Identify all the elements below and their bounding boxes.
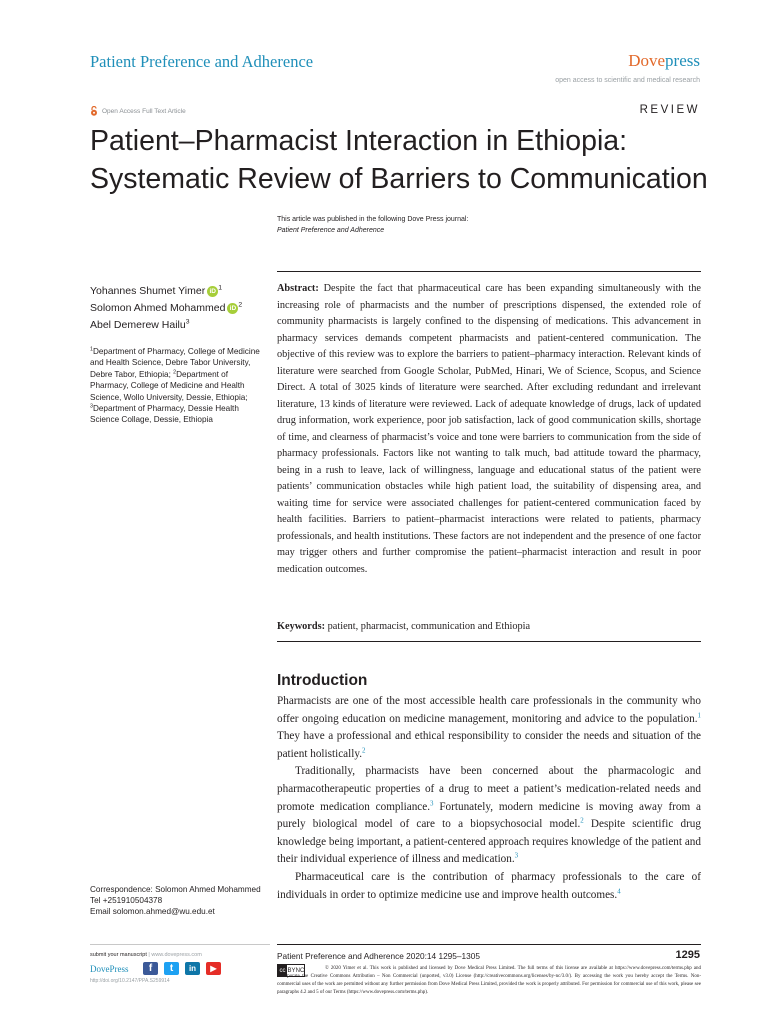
dovepress-logo[interactable]: [628, 51, 700, 71]
linkedin-icon[interactable]: in: [185, 962, 200, 975]
affiliation-3: Department of Pharmacy, Dessie Health Science Collage, Dessie, Ethiopia: [90, 404, 239, 425]
social-links: [143, 962, 221, 975]
footer-rule: [277, 944, 701, 945]
twitter-icon[interactable]: t: [164, 962, 179, 975]
youtube-icon[interactable]: ▶: [206, 962, 221, 975]
abstract-text: Despite the fact that pharmaceutical care has been expanding simultaneously with the increasing role of pharmacists and the number of prescriptions dispensed, the extended role of community pharmacists is largely confined to the dispensing of medications. This advancement in pharmacy services demands competent pharmacists and patient-centered communication. The objective of this review was to explore the barriers to patient–pharmacy interaction. Relevant kinds of literature were searched from Google Scholar, PubMed, Hinari, We of Science, Scopus, and Science Direct. A total of 3025 kinds of literature were searched. After excluding redundant and irrelevant literature, 13 kinds of literature were reviewed. Lack of adequate knowledge of drugs, lack of updated drug information, work experience, poor job satisfaction, lack of good communication skills, shortage of time, and clearness of pharmacist’s voice and tone were barriers to communication from the side of pharmacy professionals. Factors like not wanting to talk much, bad attitude toward the pharmacy, being in a rush to leave, lack of willingness, language and educational status of the patient were patients’ communication obstacles while high patient load, the suitability of dispensing area, and waiting time for service were associated challenges for patient-centered communication faced by health facilities. Barriers to patient–pharmacist interactions were related to patients, pharmacy professionals, and health institutions. These factors are not independent and the presence of one factor may trigger others and further compromise the patient–pharmacist interaction and result in poor medication outcomes.: [277, 283, 701, 575]
journal-name: Patient Preference and Adherence: [90, 52, 314, 71]
intro-paragraph-1: Pharmacists are one of the most accessible health care professionals in the community who offer ongoing education on medicine management, monitoring and advice to the population.$^1$ They have a professional and ethical responsibility to consider the needs and situation of the patient holistically.$^2$: [277, 695, 701, 760]
abstract-bottom-rule: [277, 641, 701, 642]
license-text: © 2020 Yimer et al. This work is published and licensed by Dove Medical Press Limited. The full terms of this license are available at https://www.dovepress.com/terms.php and incorporate the Creative Commons Attribution – Non Commercial (unported, v3.0) License (http://creativecommons.org/licenses/by-nc/3.0/). By accessing the work you hereby accept the Terms. Non-commercial uses of the work are permitted without any further permission from Dove Medical Press Limited, provided the work is properly attributed. For permission for commercial use of this work, please see paragraphs 4.2 and 5 of our Terms (https://www.dovepress.com/terms.php).: [277, 966, 701, 995]
open-access-lock-icon: [90, 106, 98, 116]
article-title: [90, 122, 710, 198]
keywords-label: Keywords:: [277, 621, 326, 632]
author-affiliation-sup: 2: [238, 301, 243, 309]
open-access-text: Open Access Full Text Article: [102, 107, 186, 115]
abstract-top-rule: [277, 271, 701, 272]
citation-link[interactable]: 2: [362, 746, 366, 755]
open-access-label: [90, 106, 186, 116]
brand-suffix: press: [665, 51, 700, 70]
intro-paragraph-2: Traditionally, pharmacists have been concerned about the pharmacologic and pharmacotherapeutic properties of a drug to meet a patient’s medication-related needs and promote medication compliance.$^3$ Fortunately, modern medicine is moving away from a purely biological model of care to a biopsychosocial model.$^2$ Despite scientific drug knowledge being important, a patient-centered approach requires knowledge of the patient and their individual experience of illness and medication.$^3$: [277, 765, 701, 866]
orcid-icon[interactable]: iD: [227, 303, 238, 314]
publisher-tagline: open access to scientific and medical research: [555, 77, 700, 84]
author-affiliation-sup: 1: [218, 284, 222, 292]
brand-prefix: Dove: [628, 51, 666, 70]
page-number: 1295: [675, 949, 700, 961]
correspondence-email[interactable]: Email solomon.ahmed@wu.edu.et: [90, 907, 215, 916]
title-line-1: Patient–Pharmacist Interaction in Ethiopia:: [90, 125, 628, 157]
author-name: Solomon Ahmed Mohammed: [90, 302, 226, 314]
cc-icon: cc: [278, 965, 287, 976]
keywords: [277, 619, 701, 635]
cc-nc-icon: NC: [295, 967, 305, 974]
facebook-icon[interactable]: f: [143, 962, 158, 975]
correspondence-name: Correspondence: Solomon Ahmed Mohammed: [90, 885, 261, 894]
submit-manuscript-link[interactable]: submit your manuscript | www.dovepress.com: [90, 952, 202, 958]
publication-note: [277, 214, 468, 236]
affiliation-1: Department of Pharmacy, College of Medicine and Health Science, Debre Tabor University, Debre Tabor, Ethiopia;: [90, 347, 260, 379]
cc-by-icon: BY: [287, 967, 296, 974]
correspondence: [90, 884, 270, 917]
citation-link[interactable]: 1: [697, 710, 701, 719]
author-name: Yohannes Shumet Yimer: [90, 285, 206, 297]
keywords-text: patient, pharmacist, communication and Ethiopia: [327, 621, 531, 632]
correspondence-phone: Tel +251910504378: [90, 896, 163, 905]
affiliations: $^1$Department of Pharmacy, College of Medicine and Health Science, Debre Tabor University, Debre Tabor, Ethiopia; $^2$Department of Pharmacy, College of Medicine and Health Science, Wollo University, Dessie, Ethiopia; $^3$Department of Pharmacy, Dessie Health Science Collage, Dessie, Ethiopia: [90, 346, 260, 425]
author-affiliation-sup: 3: [185, 318, 190, 326]
introduction-body: [277, 693, 701, 904]
intro-paragraph-3: Pharmaceutical care is the contribution of pharmacy professionals to the care of individuals in order to optimize medicine use and improve health outcomes.$^4$: [277, 870, 701, 901]
author-3: [90, 317, 270, 334]
citation-link[interactable]: 4: [617, 886, 621, 895]
dovepress-footer-logo[interactable]: DovePress: [90, 964, 129, 974]
orcid-icon[interactable]: iD: [207, 286, 218, 297]
citation-link[interactable]: 3: [514, 851, 519, 860]
pub-note-journal: Patient Preference and Adherence: [277, 227, 385, 234]
section-heading-introduction: Introduction: [277, 672, 368, 689]
author-2: [90, 300, 270, 317]
title-line-2: Systematic Review of Barriers to Communication: [90, 163, 708, 195]
abstract-label: Abstract:: [277, 283, 319, 294]
affiliation-2: Department of Pharmacy, College of Medicine and Health Science, Wollo University, Dessie, Ethiopia;: [90, 369, 248, 402]
author-list: [90, 283, 270, 334]
article-type: REVIEW: [639, 104, 700, 116]
author-1: [90, 283, 270, 300]
left-footer-rule: [90, 944, 270, 945]
author-name: Abel Demerew Hailu: [90, 319, 186, 331]
pub-note-line: This article was published in the following Dove Press journal:: [277, 216, 469, 223]
doi-link[interactable]: http://doi.org/10.2147/PPA.S259914: [90, 978, 170, 984]
citation-link[interactable]: 2: [580, 816, 584, 825]
abstract: [277, 281, 701, 578]
journal-citation: Patient Preference and Adherence 2020:14 1295–1305: [277, 951, 480, 961]
citation-link[interactable]: 3: [430, 798, 434, 807]
